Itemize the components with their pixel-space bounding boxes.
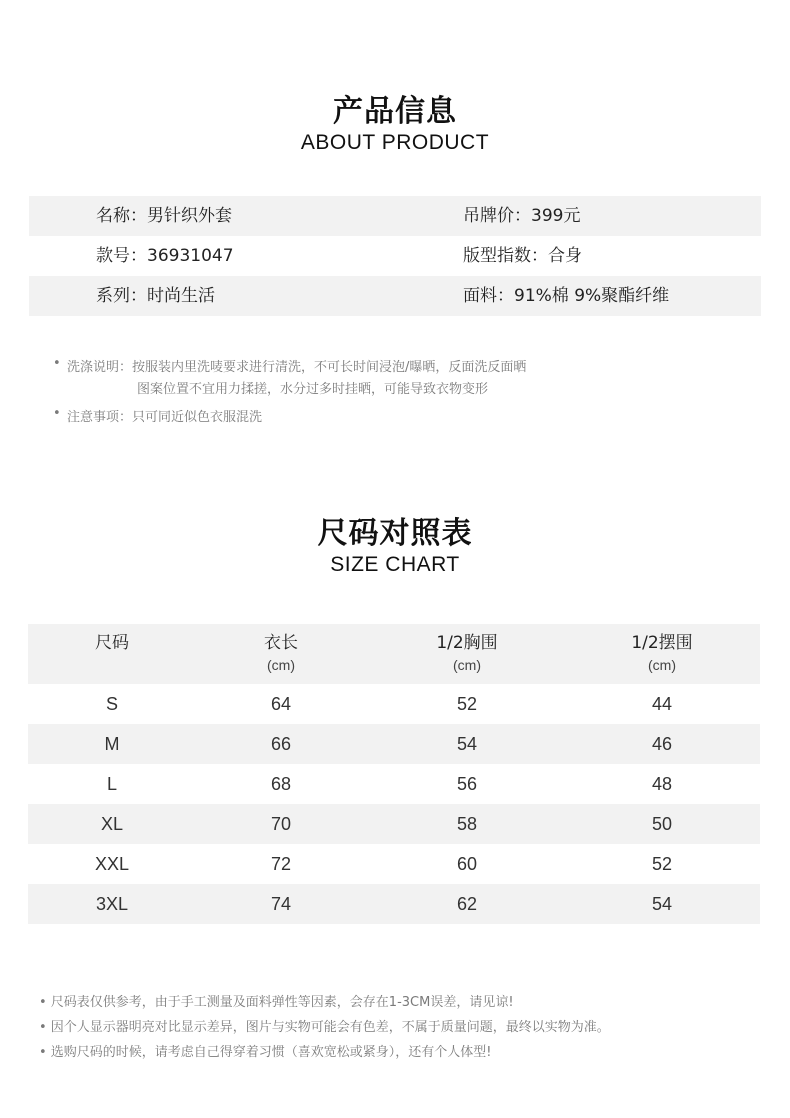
size-cell: 3XL [95,894,129,914]
table-row [28,724,760,764]
chest-cell: 54 [456,734,478,754]
product-info-subtitle: ABOUT PRODUCT [300,131,490,154]
length-cell: 70 [270,814,292,834]
size-cell: M [104,734,120,754]
size-chart-title: 尺码对照表 [317,516,473,551]
chest-cell: 62 [456,894,478,914]
tag-price: 吊牌价：399元 [463,206,581,226]
info-row [29,196,761,236]
hem-cell: 44 [651,694,673,714]
length-cell: 74 [270,894,292,914]
table-row [28,764,760,804]
hem-cell: 50 [651,814,673,834]
attention-note: 注意事项：只可同近似色衣服混洗 [67,410,263,425]
table-row [28,844,760,884]
header-hem [582,632,742,676]
style-number: 款号：36931047 [96,246,234,266]
fabric: 面料：91%棉 9%聚酯纤维 [463,286,670,306]
bullet-icon: • [53,406,61,421]
bullet-icon: • [53,356,61,371]
size-cell: XL [100,814,124,834]
table-row [28,804,760,844]
header-unit: (cm) [453,657,481,673]
length-cell: 66 [270,734,292,754]
fit-index: 版型指数：合身 [463,246,582,266]
header-unit: (cm) [648,657,676,673]
product-info-title: 产品信息 [333,94,457,129]
header-length [201,632,361,676]
header-label: 衣长 [264,633,298,653]
hem-cell: 46 [651,734,673,754]
wash-instructions: 洗涤说明：按服装内里洗唛要求进行清洗，不可长时间浸泡/曝晒，反面洗反面晒 [67,360,527,375]
size-cell: S [105,694,118,714]
length-cell: 68 [270,774,292,794]
size-cell: L [106,774,117,794]
chest-cell: 52 [456,694,478,714]
info-row [29,236,761,276]
length-cell: 64 [270,694,292,714]
product-info-table [29,196,761,316]
header-chest [387,632,547,676]
table-row [28,884,760,924]
series: 系列：时尚生活 [96,286,215,306]
size-chart-table [28,624,760,924]
header-label: 1/2摆围 [631,633,693,653]
footnote-size-selection: • 选购尺码的时候，请考虑自己得穿着习惯（喜欢宽松或紧身），还有个人体型! [39,1045,492,1060]
header-unit: (cm) [267,657,295,673]
hem-cell: 54 [651,894,673,914]
hem-cell: 52 [651,854,673,874]
size-cell: XXL [94,854,130,874]
length-cell: 72 [270,854,292,874]
hem-cell: 48 [651,774,673,794]
table-row [28,684,760,724]
size-table-header [28,624,760,684]
chest-cell: 60 [456,854,478,874]
wash-instructions-cont: 图案位置不宜用力揉搓，水分过多时挂晒，可能导致衣物变形 [137,382,489,397]
chest-cell: 58 [456,814,478,834]
product-name: 名称：男针织外套 [96,206,232,226]
footnote-size-reference: • 尺码表仅供参考，由于手工测量及面料弹性等因素，会存在1-3CM误差，请见谅! [39,995,514,1010]
chest-cell: 56 [456,774,478,794]
size-chart-subtitle: SIZE CHART [330,553,460,576]
footnote-color-difference: • 因个人显示器明亮对比显示差异，图片与实物可能会有色差，不属于质量问题，最终以实物为准。 [39,1020,610,1035]
info-row [29,276,761,316]
header-size [32,632,192,654]
header-label: 1/2胸围 [436,633,498,653]
header-label: 尺码 [95,633,129,653]
